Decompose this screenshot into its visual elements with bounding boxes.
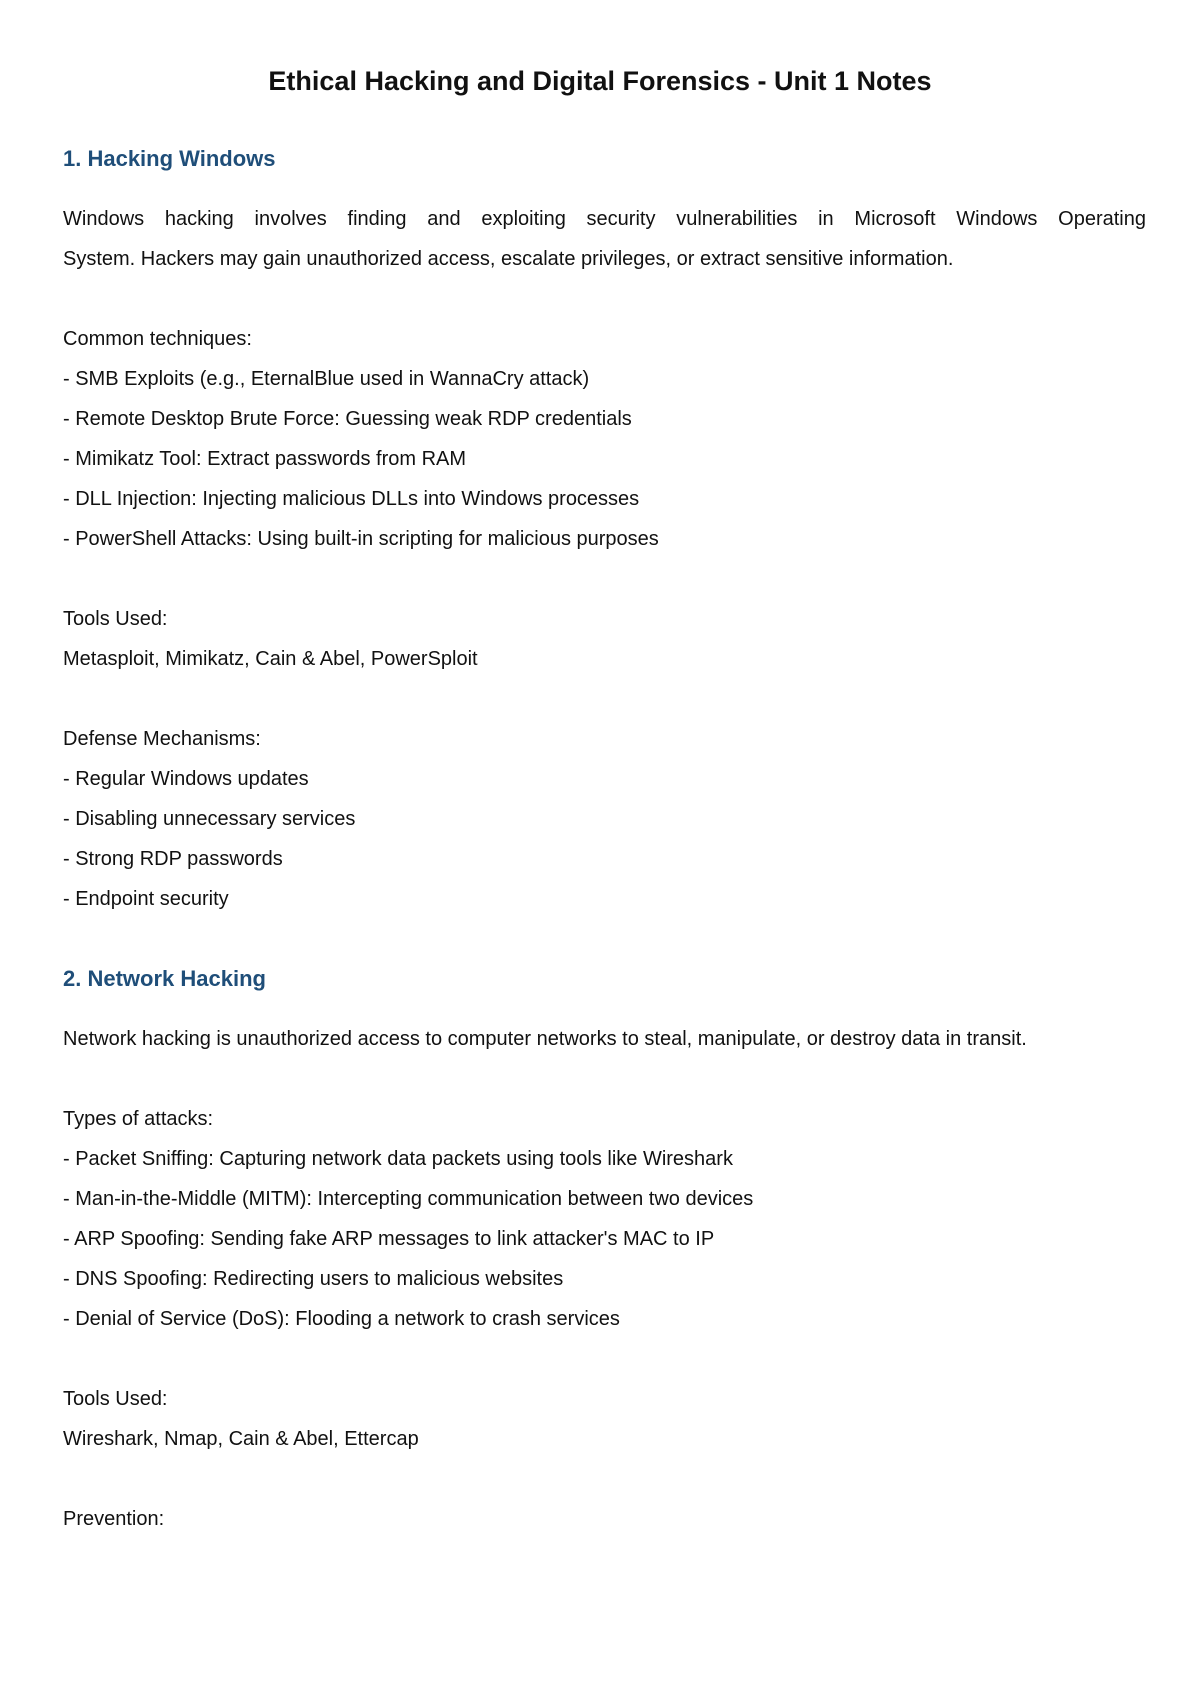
list-item: - SMB Exploits (e.g., EternalBlue used in WannaCry attack) (63, 368, 590, 390)
prevention-label: Prevention: (63, 1508, 165, 1530)
list-item: - Regular Windows updates (63, 768, 309, 790)
techniques-label: Common techniques: (63, 328, 252, 350)
tools-label: Tools Used: (63, 1388, 168, 1410)
tools-label: Tools Used: (63, 608, 168, 630)
list-item: - DNS Spoofing: Redirecting users to malicious websites (63, 1268, 564, 1290)
list-item: - DLL Injection: Injecting malicious DLLs into Windows processes (63, 488, 640, 510)
list-item: - Strong RDP passwords (63, 848, 283, 870)
tools-list: Wireshark, Nmap, Cain & Abel, Ettercap (63, 1428, 419, 1450)
attacks-label: Types of attacks: (63, 1108, 214, 1130)
paragraph-line: Windows hacking involves finding and exploiting security vulnerabilities in Microsoft Windows Operating (63, 208, 1146, 230)
section-heading-network-hacking: 2. Network Hacking (63, 966, 266, 991)
list-item: - Endpoint security (63, 888, 229, 910)
paragraph-line: System. Hackers may gain unauthorized access, escalate privileges, or extract sensitive information. (63, 248, 954, 270)
paragraph-line: Network hacking is unauthorized access to computer networks to steal, manipulate, or destroy data in transit. (63, 1028, 1027, 1050)
list-item: - PowerShell Attacks: Using built-in scripting for malicious purposes (63, 528, 659, 550)
list-item: - Disabling unnecessary services (63, 808, 356, 830)
section-heading-hacking-windows: 1. Hacking Windows (63, 146, 276, 171)
list-item: - Denial of Service (DoS): Flooding a network to crash services (63, 1308, 620, 1330)
list-item: - Packet Sniffing: Capturing network data packets using tools like Wireshark (63, 1148, 733, 1170)
list-item: - Man-in-the-Middle (MITM): Intercepting communication between two devices (63, 1188, 754, 1210)
list-item: - Mimikatz Tool: Extract passwords from RAM (63, 448, 467, 470)
document-title: Ethical Hacking and Digital Forensics - Unit 1 Notes (268, 66, 932, 96)
list-item: - Remote Desktop Brute Force: Guessing weak RDP credentials (63, 408, 632, 430)
list-item: - ARP Spoofing: Sending fake ARP messages to link attacker's MAC to IP (63, 1228, 715, 1250)
tools-list: Metasploit, Mimikatz, Cain & Abel, PowerSploit (63, 648, 478, 670)
defense-label: Defense Mechanisms: (63, 728, 261, 750)
